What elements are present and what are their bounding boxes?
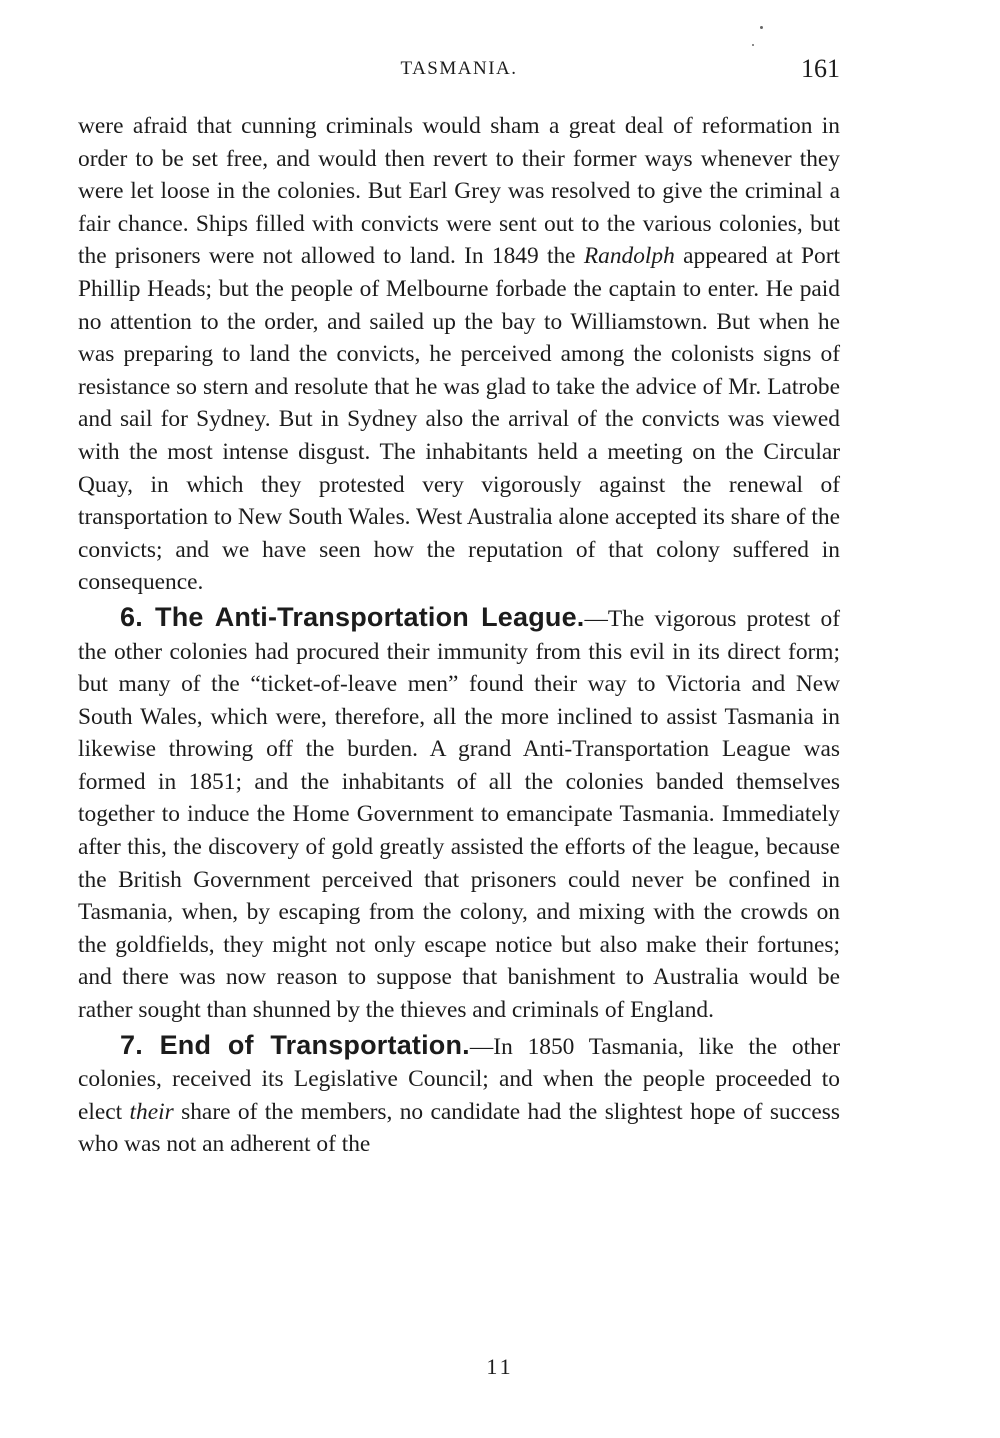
running-head [78,54,840,90]
running-title: TASMANIA. [400,58,518,79]
paragraph-text: —In 1850 Tasmania, like the other colonies, received its Legislative Council; and when the people proceeded to elect [78,1033,840,1125]
paragraph-text: —The vigorous protest of the other colonies had procured their immunity from this evil in its direct form; but many of the “ticket-of-leave men” found their way to Victoria and New South Wales, which were, therefore, all the more inclined to assist Tasmania in likewise throwing off the burden. A grand Anti-Transportation League was formed in 1851; and the inhabitants of all the colonies banded themselves together to induce the Home Government to emancipate Tasmania. Immediately after this, the discovery of gold greatly assisted the efforts of the league, because the British Government perceived that prisoners could never be confined in Tasmania, when, by escaping from the colony, and mixing with the crowds on the goldfields, they might not only escape notice but also make their fortunes; and there was now reason to suppose that banishment to Australia would be rather sought than shunned by the thieves and criminals of England. [78,605,840,1024]
signature-mark: 11 [486,1354,514,1379]
print-speck [752,44,754,46]
paragraph-text: appeared at Port Phillip Heads; but the people of Melbourne forbade the captain to enter. He paid no attention to the order, and sailed up the bay to Williamstown. But when he was preparing to land the convicts, he perceived among the colonists signs of resistance so stern and resolute that he was glad to take the advice of Mr. Latrobe and sail for Sydney. But in Sydney also the arrival of the convicts was viewed with the most intense disgust. The inhabitants held a meeting on the Circular Quay, in which they protested very vigorously against the renewal of transportation to New South Wales. West Australia alone accepted its share of the convicts; and we have seen how the reputation of that colony suffered in consequence. [78,243,840,596]
body-text [78,110,840,1161]
print-speck [760,26,763,29]
ship-name: Randolph [583,243,675,270]
section-paragraph-6 [78,601,840,1027]
emphasized-word: their [129,1098,174,1125]
paragraph-continued [78,110,840,599]
paragraph-text: share of the members, no candidate had the slightest hope of success who was not an adherent of the [78,1098,840,1158]
section-heading: 7. End of Transportation. [120,1029,470,1060]
section-paragraph-7 [78,1029,840,1161]
page-number: 161 [801,54,840,83]
section-heading: 6. The Anti-Transportation League. [120,601,585,632]
paragraph-text: were afraid that cunning criminals would sham a great deal of reformation in order to be set free, and would then revert to their former ways whenever they were let loose in the colonies. But Earl Grey was resolved to give the criminal a fair chance. Ships filled with convicts were sent out to the various colonies, but the prisoners were not allowed to land. In 1849 the [78,113,840,270]
